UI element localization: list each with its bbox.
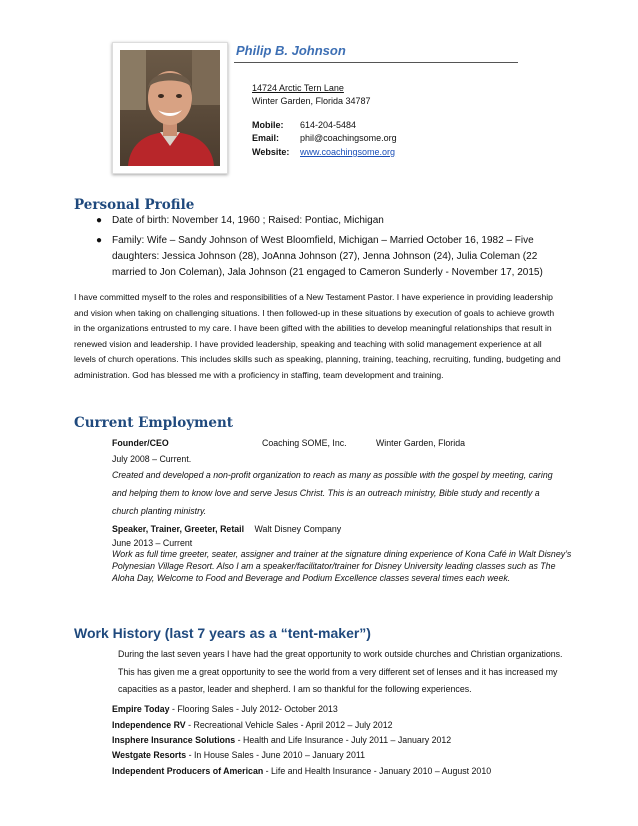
work-history-employer: Independent Producers of American: [112, 766, 264, 776]
job-1-dates: July 2008 – Current.: [112, 454, 192, 464]
work-history-detail: - Flooring Sales - July 2012- October 2013: [169, 704, 338, 714]
job-2-company: Walt Disney Company: [254, 524, 342, 534]
work-history-detail: - Recreational Vehicle Sales - April 2012 – July 2012: [185, 720, 393, 730]
work-history-employer: Westgate Resorts: [112, 750, 187, 760]
job-2-description: Work as full time greeter, seater, assigner and trainer at the signature dining experience of Kona Café in Walt Disney’s Polynesian Village Resort. Also I am a speaker/facilitator/trainer for Disney University leading classes such as The Aloha Day, Welcome to Food and Beverage and Podium Excellence classes several times each week.: [112, 549, 572, 583]
job-2-dates: June 2013 – Current: [112, 538, 193, 548]
work-history-detail: - Health and Life Insurance - July 2011 – January 2012: [235, 735, 452, 745]
contact-mobile: [252, 119, 356, 132]
work-history-employer: Insphere Insurance Solutions: [112, 735, 236, 745]
work-history-employer: Empire Today: [112, 704, 170, 714]
job-1-location: Winter Garden, Florida: [376, 438, 465, 448]
address-line-1: 14724 Arctic Tern Lane: [252, 83, 344, 93]
mobile-value: 614-204-5484: [300, 120, 357, 130]
work-history-item: [112, 702, 338, 716]
work-history-detail: - In House Sales - June 2010 – January 2011: [186, 750, 365, 760]
work-history-employer: Independence RV: [112, 720, 186, 730]
contact-email: [252, 132, 397, 145]
bullet-icon: ●: [96, 215, 103, 226]
work-history-item: [112, 748, 365, 762]
website-label: Website:: [252, 147, 290, 157]
work-history-item: [112, 718, 393, 732]
profile-photo: [120, 50, 220, 166]
resume-name: Philip B. Johnson: [236, 43, 346, 58]
email-label: Email:: [252, 133, 280, 143]
section-title-personal-profile: Personal Profile: [74, 197, 195, 213]
contact-website: [252, 146, 395, 159]
job-2-role: Speaker, Trainer, Greeter, Retail: [112, 524, 245, 534]
email-value: phil@coachingsome.org: [300, 133, 397, 143]
section-title-work-history: Work History (last 7 years as a “tent-maker”): [74, 625, 371, 641]
name-divider: [234, 62, 518, 63]
work-history-intro: During the last seven years I have had the great opportunity to work outside churches and Christian organizations. This has given me a great opportunity to see the world from a very different set of lenses and it has increased my capacities as a pastor, leader and shepherd. I am so thankful for the following experiences.: [118, 649, 563, 694]
job-1-header: [112, 436, 572, 450]
job-1-company: Coaching SOME, Inc.: [262, 438, 347, 448]
address-line-2: Winter Garden, Florida 34787: [252, 96, 371, 106]
job-1-role: Founder/CEO: [112, 438, 169, 448]
bullet-icon: ●: [96, 235, 103, 246]
profile-photo-frame: [112, 42, 228, 174]
profile-photo-image: [120, 50, 220, 166]
profile-bullet-text: Family: Wife – Sandy Johnson of West Bloomfield, Michigan – Married October 16, 1982 – Five daughters: Jessica Johnson (28), JoAnna Johnson (27), Jenna Johnson (24), Julia Coleman (22 married to Jon Coleman), Jala Johnson (21 engaged to Cameron Sunderly - November 17, 2015): [112, 235, 543, 278]
section-title-current-employment: Current Employment: [74, 415, 234, 431]
work-history-detail: - Life and Health Insurance - January 2010 – August 2010: [263, 766, 492, 776]
website-link[interactable]: www.coachingsome.org: [300, 147, 396, 157]
work-history-item: [112, 733, 451, 747]
profile-paragraph: I have committed myself to the roles and responsibilities of a New Testament Pastor. I have experience in providing leadership and vision when taking on challenging situations. I then followed-up in these situations by execution of goals to achieve growth in the organizations entrusted to my care. I have been gifted with the abilities to develop meaningful relationships that result in renewed vision and leadership. I have provided leadership, speaking and teaching with solid management experience at all levels of church operations. This includes skills such as speaking, planning, training, teaching, recruiting, funding, budgeting and administration. God has blessed me with a proficiency in staffing, team development and training.: [74, 292, 561, 380]
job-1-description: Created and developed a non-profit organization to reach as many as possible with the gospel by meeting, caring and helping them to know love and serve Jesus Christ. This is an outreach ministry, Bible study and recently a church planting ministry.: [112, 470, 553, 516]
mobile-label: Mobile:: [252, 120, 284, 130]
work-history-item: [112, 764, 491, 778]
profile-bullet-text: Date of birth: November 14, 1960 ; Raised: Pontiac, Michigan: [112, 215, 384, 226]
job-2-header: [112, 522, 341, 536]
